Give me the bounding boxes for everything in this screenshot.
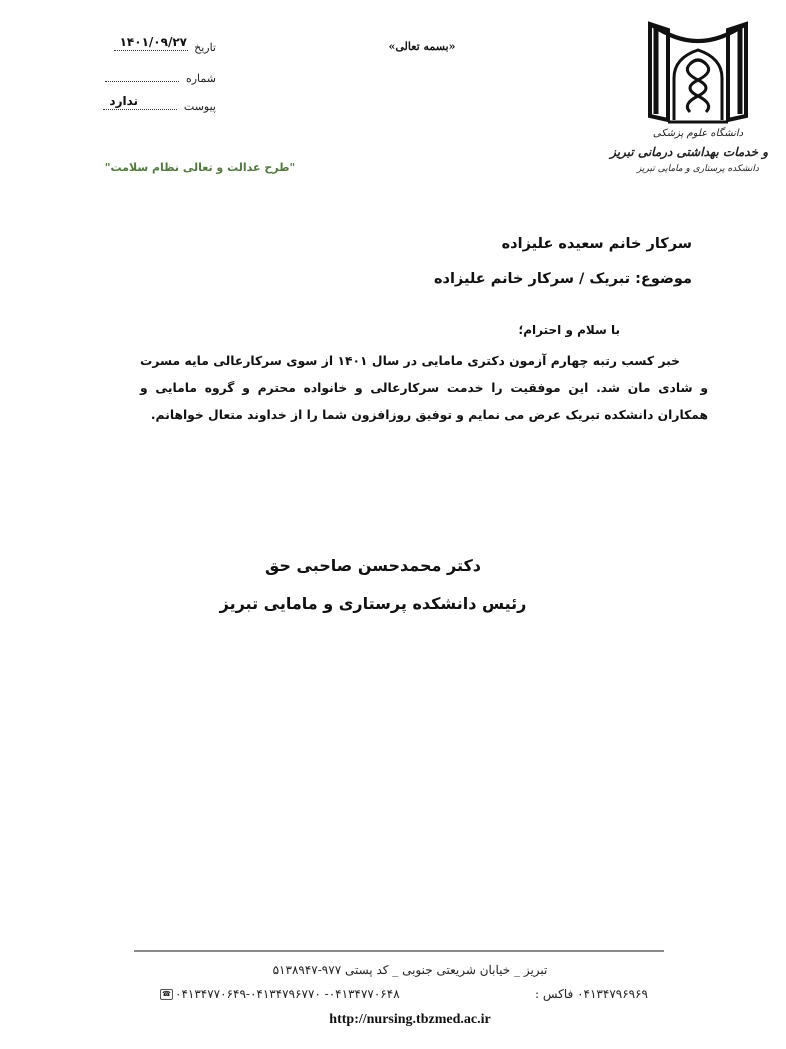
university-logo xyxy=(610,16,768,181)
date-field xyxy=(86,35,216,54)
fax-info xyxy=(535,987,648,1001)
logo-text-line: دانشگاه علوم پزشکی xyxy=(652,128,744,139)
number-field xyxy=(86,71,216,85)
date-label: تاریخ xyxy=(194,41,216,54)
date-dotted-line xyxy=(114,35,188,51)
fax-label: فاکس : xyxy=(535,987,574,1001)
logo-emblem-icon xyxy=(628,16,768,128)
basmala-heading: «بسمه تعالی» xyxy=(388,40,456,53)
fax-number: ۰۴۱۳۴۷۹۶۹۶۹ xyxy=(577,987,648,1001)
number-label: شماره xyxy=(185,72,216,85)
telephone-icon: ☎ xyxy=(160,989,173,1000)
number-dotted-line xyxy=(105,71,179,82)
subject: موضوع: تبریک / سرکار خانم علیزاده xyxy=(433,271,692,287)
phone-numbers: ۰۴۱۳۴۷۷۰۶۴۸- ۰۴۱۳۴۷۷۰۶۴۹-۰۴۱۳۴۷۹۶۷۷۰ xyxy=(175,987,400,1001)
recipient: سرکار خانم سعیده علیزاده xyxy=(501,236,692,252)
date-value: ۱۴۰۱/۰۹/۲۷ xyxy=(119,35,187,49)
signatory-title: رئیس دانشکده پرستاری و مامایی تبریز xyxy=(219,594,527,613)
signatory-name: دکتر محمدحسن صاحبی حق xyxy=(265,556,481,575)
footer-address: تبریز _ خیابان شریعتی جنوبی _ کد پستی ۹۷۷-۵۱۳۸۹۴۷ xyxy=(272,963,548,977)
phone-info xyxy=(160,987,400,1001)
slogan: "طرح عدالت و تعالی نظام سلامت" xyxy=(104,161,296,174)
logo-text-line: دانشکده پرستاری و مامایی تبریز xyxy=(637,164,759,174)
logo-text-line: و خدمات بهداشتی درمانی تبریز xyxy=(610,145,768,159)
attachment-value: ندارد xyxy=(109,94,139,108)
website-link[interactable]: http://nursing.tbzmed.ac.ir xyxy=(329,1012,491,1027)
attachment-field xyxy=(86,94,216,113)
attachment-label: پیوست xyxy=(183,100,216,113)
letter-body: خبر کسب رتبه چهارم آزمون دکتری مامایی در سال ۱۴۰۱ از سوی سرکارعالی مایه مسرت و شادی مان شد. این موفقیت را خدمت سرکارعالی و خانواده محترم و گروه مامایی و همکاران دانشکده تبریک عرض می نمایم و توفیق روزافزون شما را از خداوند متعال خواهانم. xyxy=(140,354,708,422)
footer-divider xyxy=(134,950,664,952)
attachment-dotted-line xyxy=(103,94,177,110)
greeting: با سلام و احترام؛ xyxy=(518,323,620,337)
